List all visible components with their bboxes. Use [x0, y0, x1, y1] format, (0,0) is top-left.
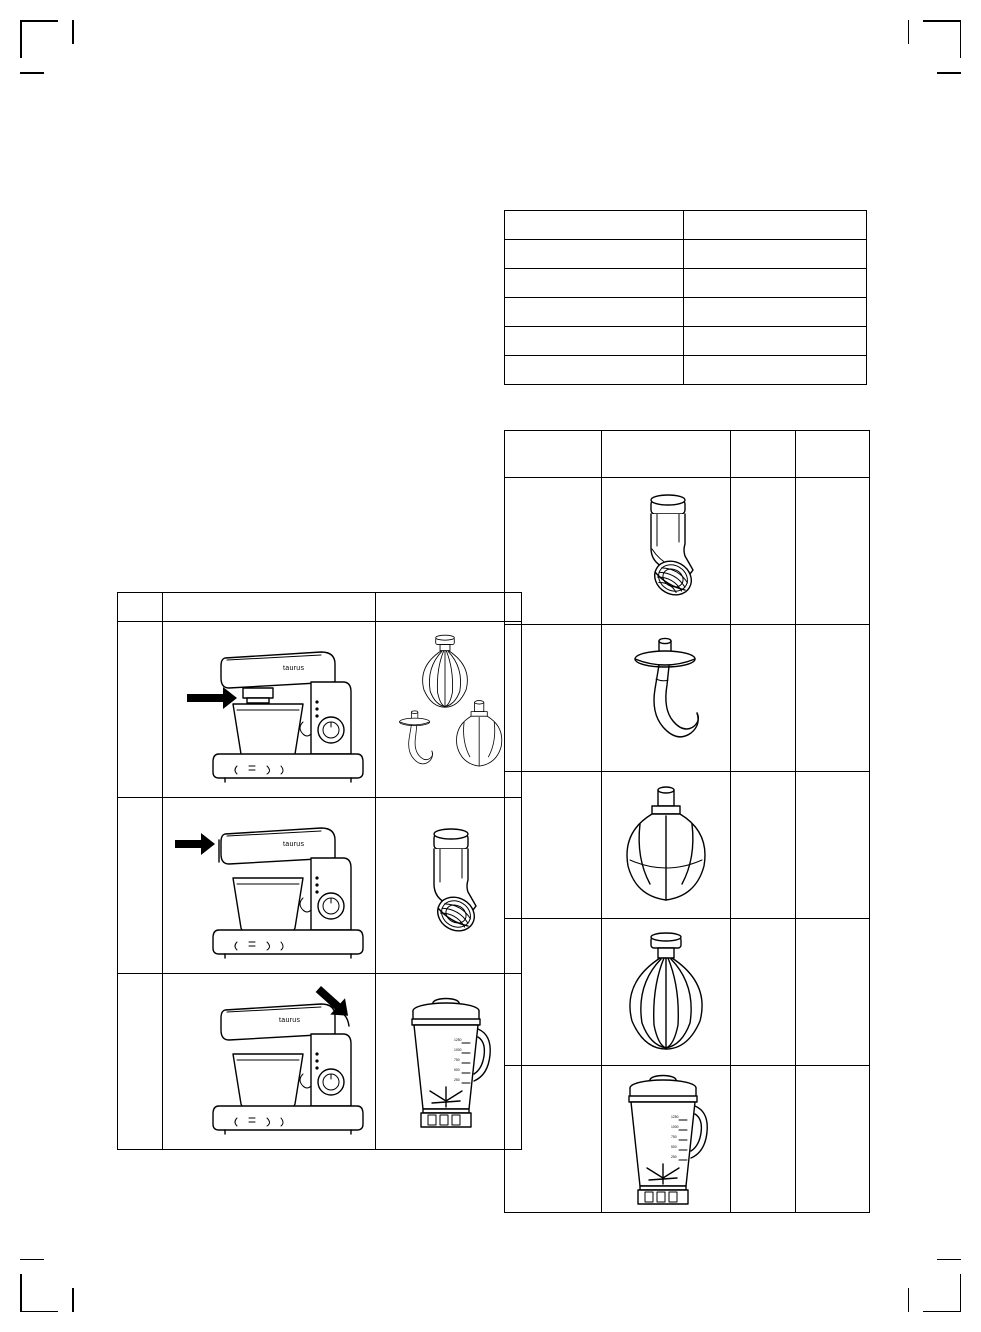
parts-header-col-a	[731, 431, 796, 478]
assembly-figure-blender-jug	[376, 974, 522, 1150]
crop-mark-top-left	[20, 20, 80, 80]
stand-mixer-head-release-icon	[171, 806, 367, 966]
table-row	[505, 211, 867, 240]
part-col-a	[731, 478, 796, 625]
jug-scale-label: 250	[453, 1077, 460, 1082]
stand-mixer-icon	[171, 630, 367, 790]
table-row	[505, 772, 870, 919]
jug-scale-label: 1250	[671, 1115, 679, 1119]
table-row	[118, 622, 522, 798]
part-col-b	[796, 772, 870, 919]
table-row	[505, 625, 870, 772]
table-row	[505, 1066, 870, 1213]
arrow-icon	[175, 833, 215, 855]
jug-scale-label: 500	[453, 1067, 460, 1072]
whisk-beater-hook-set-icon	[383, 628, 515, 792]
spec-key	[505, 211, 684, 240]
table-header-row	[505, 431, 870, 478]
jug-scale-label: 750	[671, 1135, 677, 1139]
assembly-figure-grater-drum	[376, 798, 522, 974]
table-row	[505, 478, 870, 625]
part-col-a	[731, 919, 796, 1066]
table-row	[118, 798, 522, 974]
assembly-figure-mixer-blender-port	[163, 974, 376, 1150]
spec-key	[505, 240, 684, 269]
crop-mark-top-right	[901, 20, 961, 80]
jug-scale-label: 1250	[453, 1037, 462, 1042]
spec-value	[684, 356, 867, 385]
jug-scale-label: 1000	[453, 1047, 462, 1052]
spec-value	[684, 211, 867, 240]
spec-value	[684, 327, 867, 356]
assembly-figure-attachment-set	[376, 622, 522, 798]
spec-key	[505, 356, 684, 385]
part-col-a	[731, 1066, 796, 1213]
crop-mark-bottom-right	[901, 1252, 961, 1312]
spec-value	[684, 269, 867, 298]
assembly-index	[118, 974, 163, 1150]
part-figure-grater-drum-attachment	[602, 478, 731, 625]
table-row	[505, 298, 867, 327]
specifications-table	[504, 210, 867, 385]
assembly-steps-table	[117, 592, 522, 1150]
assembly-figure-mixer-head-release	[163, 798, 376, 974]
parts-header-index	[505, 431, 602, 478]
table-row	[505, 919, 870, 1066]
jug-scale-label: 500	[671, 1145, 677, 1149]
assembly-index	[118, 622, 163, 798]
table-row	[505, 356, 867, 385]
table-header-row	[118, 593, 522, 622]
table-row	[505, 327, 867, 356]
grater-drum-icon	[394, 811, 504, 961]
spec-key	[505, 327, 684, 356]
table-row	[505, 269, 867, 298]
part-col-b	[796, 625, 870, 772]
blender-jug-icon	[607, 1068, 725, 1210]
jug-scale-label: 750	[453, 1057, 460, 1062]
table-row	[118, 974, 522, 1150]
crop-mark-bottom-left	[20, 1252, 80, 1312]
spec-key	[505, 269, 684, 298]
part-figure-flat-beater	[602, 772, 731, 919]
assembly-header-part	[376, 593, 522, 622]
arrow-icon	[187, 687, 237, 709]
wire-whisk-icon	[606, 927, 726, 1057]
jug-scale-label: 250	[671, 1155, 677, 1159]
parts-table	[504, 430, 870, 1213]
part-col-b	[796, 478, 870, 625]
flat-beater-icon	[606, 780, 726, 910]
part-col-b	[796, 1066, 870, 1213]
brand-label: taurus	[283, 664, 305, 672]
blender-jug-icon	[390, 982, 508, 1142]
part-figure-wire-whisk	[602, 919, 731, 1066]
brand-label: taurus	[279, 1016, 301, 1024]
spec-key	[505, 298, 684, 327]
assembly-header-index	[118, 593, 163, 622]
part-figure-blender-jug	[602, 1066, 731, 1213]
brand-label: taurus	[283, 840, 305, 848]
grater-drum-icon	[611, 486, 721, 616]
assembly-index	[118, 798, 163, 974]
stand-mixer-blender-port-icon	[171, 982, 367, 1142]
part-col-b	[796, 919, 870, 1066]
spec-value	[684, 240, 867, 269]
jug-scale-label: 1000	[671, 1125, 679, 1129]
dough-hook-icon	[607, 633, 725, 763]
spec-value	[684, 298, 867, 327]
table-row	[505, 240, 867, 269]
assembly-figure-mixer-bowl-attachment	[163, 622, 376, 798]
part-figure-dough-hook	[602, 625, 731, 772]
assembly-header-machine	[163, 593, 376, 622]
part-col-a	[731, 625, 796, 772]
part-col-a	[731, 772, 796, 919]
parts-header-col-b	[796, 431, 870, 478]
parts-header-figure	[602, 431, 731, 478]
